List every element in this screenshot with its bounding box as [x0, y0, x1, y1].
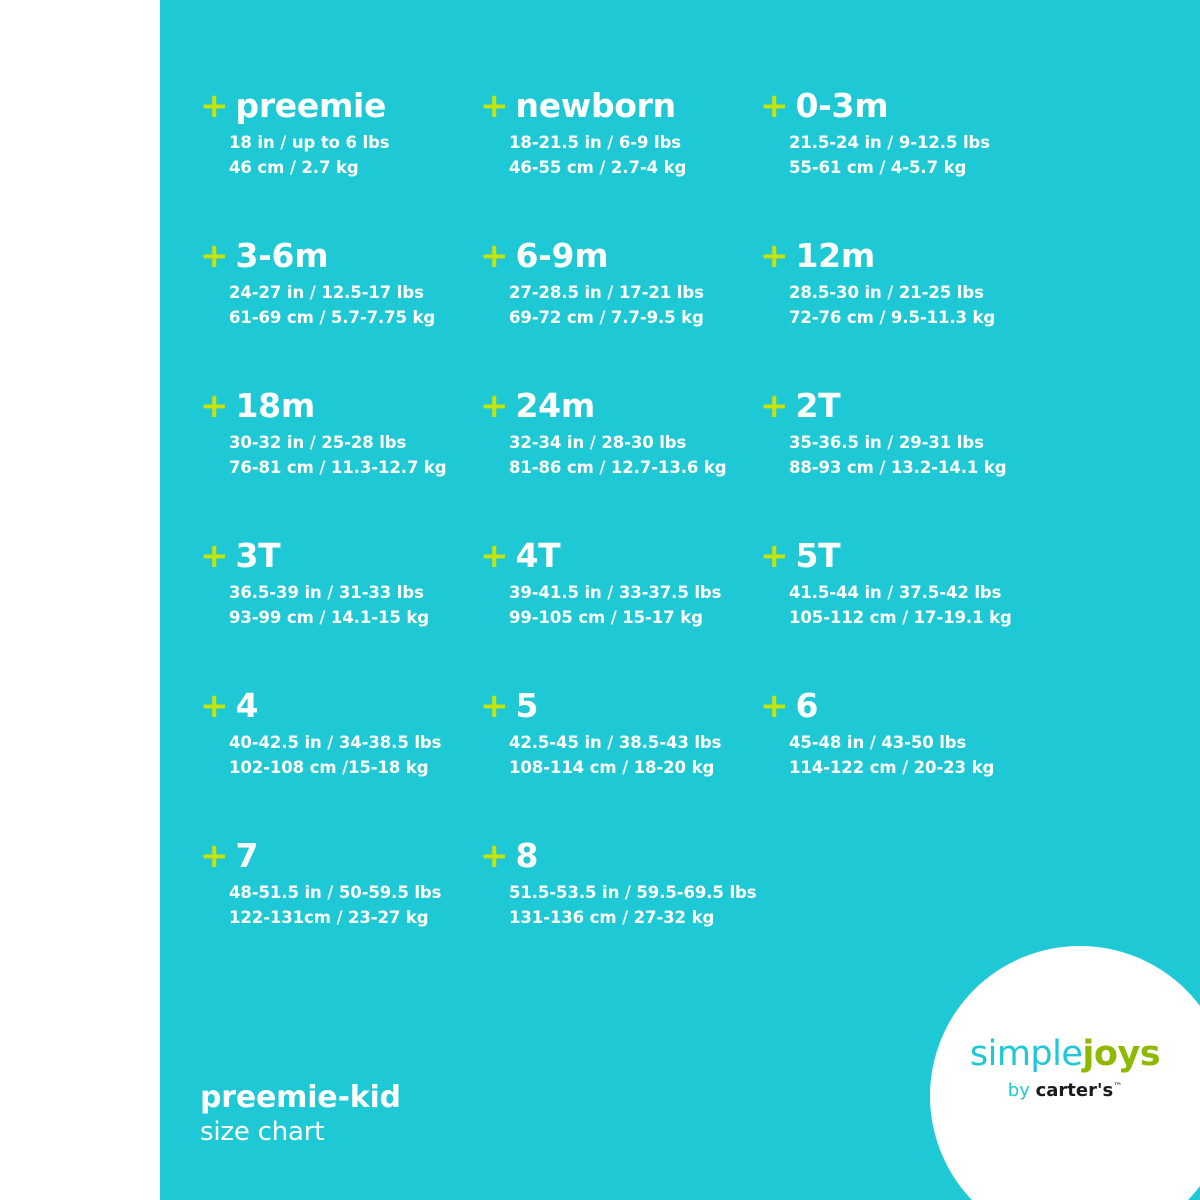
size-measure-metric: 93-99 cm / 14.1-15 kg — [229, 608, 429, 627]
size-measure-imperial: 21.5-24 in / 9-12.5 lbs — [789, 133, 990, 152]
size-entry-header — [200, 536, 480, 576]
plus-icon: + — [200, 536, 229, 576]
size-measure-imperial: 28.5-30 in / 21-25 lbs — [789, 283, 984, 302]
size-measure-metric: 122-131cm / 23-27 kg — [229, 908, 429, 927]
size-measure-imperial: 40-42.5 in / 34-38.5 lbs — [229, 733, 442, 752]
size-entry — [480, 236, 760, 386]
size-measure-imperial: 35-36.5 in / 29-31 lbs — [789, 433, 984, 452]
size-measure-imperial: 39-41.5 in / 33-37.5 lbs — [509, 583, 722, 602]
brand-word-simple: simple — [969, 1034, 1083, 1074]
size-label: 8 — [515, 836, 539, 875]
size-measure-imperial: 27-28.5 in / 17-21 lbs — [509, 283, 704, 302]
size-measure-metric: 61-69 cm / 5.7-7.75 kg — [229, 308, 436, 327]
size-label: 0-3m — [795, 86, 889, 125]
size-label: 5T — [795, 536, 841, 575]
size-measure-imperial: 48-51.5 in / 50-59.5 lbs — [229, 883, 442, 902]
plus-icon: + — [760, 686, 789, 726]
size-entry-header — [480, 836, 760, 876]
size-measure-metric: 69-72 cm / 7.7-9.5 kg — [509, 308, 704, 327]
size-label: newborn — [515, 86, 676, 125]
size-label: 3T — [235, 536, 281, 575]
plus-icon: + — [480, 686, 509, 726]
size-entry-header — [200, 686, 480, 726]
size-label: 6-9m — [515, 236, 609, 275]
size-entry — [480, 686, 760, 836]
size-label: 4 — [235, 686, 259, 725]
size-measure-metric: 102-108 cm /15-18 kg — [229, 758, 429, 777]
brand-logo-subline — [930, 1076, 1200, 1102]
size-entry — [480, 386, 760, 536]
size-entry-header — [200, 236, 480, 276]
brand-word-joys: joys — [1082, 1034, 1161, 1074]
size-entry — [760, 536, 1040, 686]
size-entry-header — [480, 386, 760, 426]
brand-by-label: by — [1007, 1080, 1036, 1101]
size-label: 18m — [235, 386, 315, 425]
plus-icon: + — [760, 386, 789, 426]
size-entry-header — [200, 86, 480, 126]
size-entry-header — [760, 86, 1040, 126]
size-entry-header — [480, 236, 760, 276]
size-entry-header — [200, 386, 480, 426]
size-entry — [480, 536, 760, 686]
plus-icon: + — [760, 536, 789, 576]
size-entry — [200, 386, 480, 536]
size-entry-header — [480, 86, 760, 126]
size-entry-header — [760, 686, 1040, 726]
size-label: 24m — [515, 386, 595, 425]
plus-icon: + — [200, 836, 229, 876]
size-measure-metric: 131-136 cm / 27-32 kg — [509, 908, 715, 927]
plus-icon: + — [200, 686, 229, 726]
size-label: 2T — [795, 386, 841, 425]
size-entry — [200, 536, 480, 686]
size-measure-imperial: 45-48 in / 43-50 lbs — [789, 733, 967, 752]
footer-title: preemie-kid — [200, 1080, 401, 1115]
brand-logo-inner — [930, 1034, 1200, 1102]
size-measure-imperial: 36.5-39 in / 31-33 lbs — [229, 583, 424, 602]
plus-icon: + — [480, 386, 509, 426]
size-entry — [480, 836, 760, 986]
size-measure-metric: 114-122 cm / 20-23 kg — [789, 758, 995, 777]
size-measure-imperial: 30-32 in / 25-28 lbs — [229, 433, 407, 452]
size-measure-metric: 99-105 cm / 15-17 kg — [509, 608, 703, 627]
size-measure-imperial: 24-27 in / 12.5-17 lbs — [229, 283, 424, 302]
plus-icon: + — [200, 386, 229, 426]
size-entry-header — [760, 236, 1040, 276]
plus-icon: + — [200, 86, 229, 126]
size-entry — [760, 686, 1040, 836]
size-entry-header — [760, 536, 1040, 576]
size-label: 6 — [795, 686, 819, 725]
plus-icon: + — [760, 86, 789, 126]
size-entry — [480, 86, 760, 236]
size-measure-metric: 108-114 cm / 18-20 kg — [509, 758, 715, 777]
footer-subtitle: size chart — [200, 1117, 325, 1147]
size-label: 4T — [515, 536, 561, 575]
size-label: 12m — [795, 236, 875, 275]
brand-logo-wordmark — [930, 1034, 1200, 1074]
size-measure-metric: 46 cm / 2.7 kg — [229, 158, 359, 177]
size-label: 3-6m — [235, 236, 329, 275]
size-entry — [200, 86, 480, 236]
size-entry — [200, 686, 480, 836]
size-measure-imperial: 18 in / up to 6 lbs — [229, 133, 390, 152]
plus-icon: + — [480, 236, 509, 276]
size-measure-imperial: 18-21.5 in / 6-9 lbs — [509, 133, 682, 152]
size-entry-header — [200, 836, 480, 876]
size-label: 7 — [235, 836, 259, 875]
plus-icon: + — [200, 236, 229, 276]
size-measure-imperial: 42.5-45 in / 38.5-43 lbs — [509, 733, 722, 752]
footer-block — [200, 1080, 720, 1148]
size-measure-metric: 72-76 cm / 9.5-11.3 kg — [789, 308, 996, 327]
brand-carters-label: carter's — [1035, 1080, 1114, 1101]
size-measure-imperial: 51.5-53.5 in / 59.5-69.5 lbs — [509, 883, 757, 902]
size-entry-header — [480, 686, 760, 726]
size-entry-header — [480, 536, 760, 576]
size-measure-metric: 88-93 cm / 13.2-14.1 kg — [789, 458, 1007, 477]
size-label: 5 — [515, 686, 539, 725]
size-entry — [760, 236, 1040, 386]
size-label: preemie — [235, 86, 387, 125]
plus-icon: + — [480, 86, 509, 126]
size-entry — [760, 386, 1040, 536]
size-measure-metric: 46-55 cm / 2.7-4 kg — [509, 158, 687, 177]
size-chart-panel — [160, 0, 1200, 1200]
size-entry — [760, 86, 1040, 236]
size-measure-metric: 81-86 cm / 12.7-13.6 kg — [509, 458, 727, 477]
size-measure-imperial: 41.5-44 in / 37.5-42 lbs — [789, 583, 1002, 602]
trademark-icon: ™ — [1113, 1082, 1123, 1092]
size-entry — [200, 236, 480, 386]
size-entry — [200, 836, 480, 986]
plus-icon: + — [480, 536, 509, 576]
size-measure-metric: 105-112 cm / 17-19.1 kg — [789, 608, 1012, 627]
plus-icon: + — [760, 236, 789, 276]
size-entry-header — [760, 386, 1040, 426]
size-measure-imperial: 32-34 in / 28-30 lbs — [509, 433, 687, 452]
size-measure-metric: 76-81 cm / 11.3-12.7 kg — [229, 458, 447, 477]
plus-icon: + — [480, 836, 509, 876]
size-measure-metric: 55-61 cm / 4-5.7 kg — [789, 158, 967, 177]
size-grid — [200, 86, 1160, 986]
